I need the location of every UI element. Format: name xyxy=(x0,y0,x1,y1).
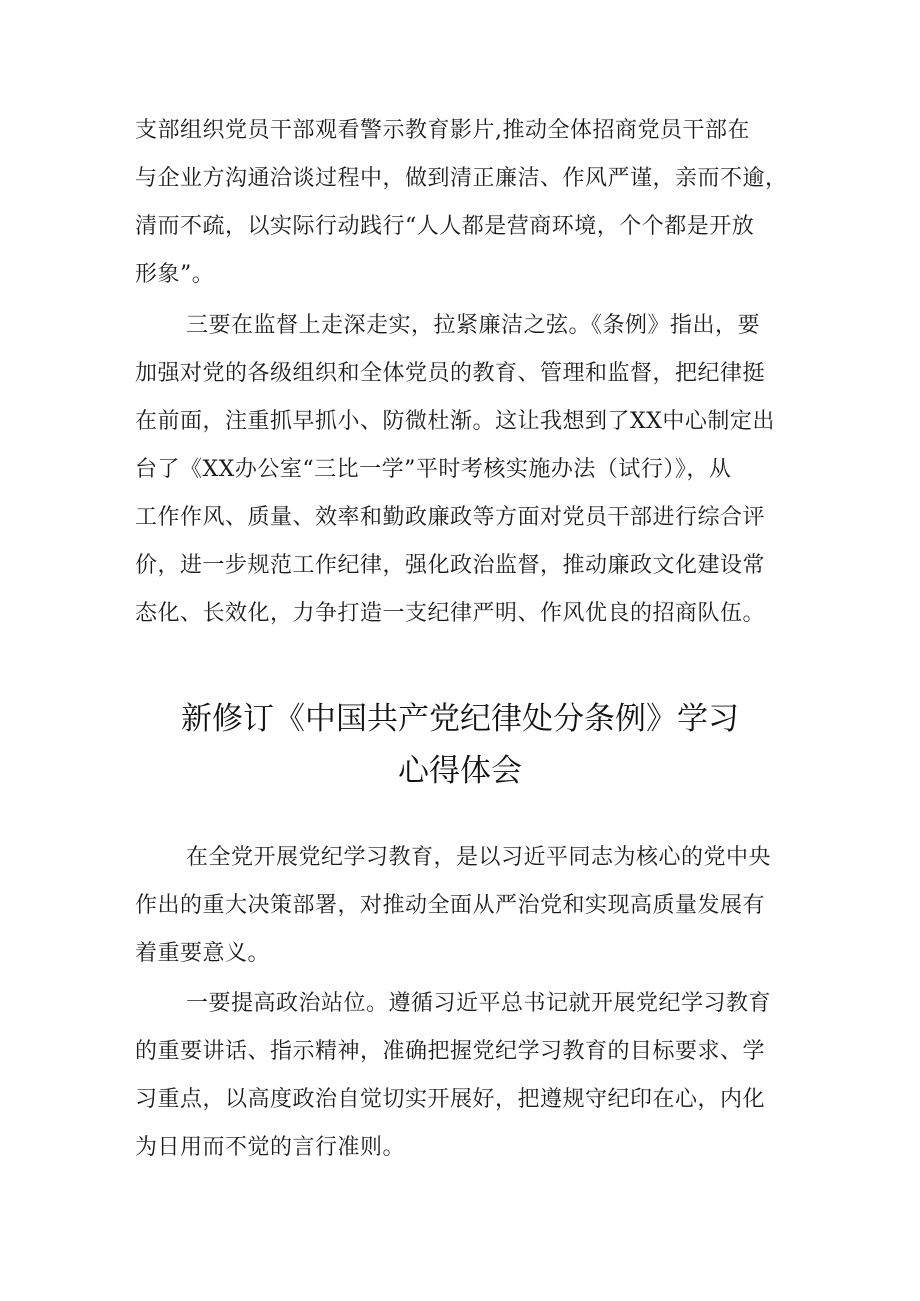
paragraph-line: 在前面，注重抓早抓小、防微杜渐。这让我想到了XX中心制定出 xyxy=(135,409,775,434)
paragraph-line: 着重要意义。 xyxy=(135,941,271,966)
paragraph-line: 为日用而不觉的言行准则。 xyxy=(135,1135,406,1160)
paragraph-line: 支部组织党员干部观看警示教育影片,推动全体招商党员干部在 xyxy=(135,118,750,143)
article-title-line2: 心得体会 xyxy=(398,753,522,789)
paragraph-line: 加强对党的各级组织和全体党员的教育、管理和监督，把纪律挺 xyxy=(135,361,766,386)
paragraph-line: 作出的重大决策部署，对推动全面从严治党和实现高质量发展有 xyxy=(135,893,766,918)
paragraph-line: 与企业方沟通洽谈过程中，做到清正廉洁、作风严谨，亲而不逾， xyxy=(135,166,788,191)
paragraph-line: 态化、长效化，力争打造一支纪律严明、作风优良的招商队伍。 xyxy=(135,601,766,626)
paragraph-line: 习重点，以高度政治自觉切实开展好，把遵规守纪印在心，内化 xyxy=(135,1087,766,1112)
paragraph-line: 价，进一步规范工作纪律，强化政治监督，推动廉政文化建设常 xyxy=(135,553,766,578)
paragraph-line: 一要提高政治站位。遵循习近平总书记就开展党纪学习教育 xyxy=(186,991,772,1016)
article-title: 新修订《中国共产党纪律处分条例》学习 xyxy=(181,701,739,737)
paragraph-line: 台了《XX办公室“三比一学”平时考核实施办法（试行）》，从 xyxy=(135,457,732,482)
paragraph-line: 形象”。 xyxy=(135,262,215,287)
paragraph-line: 清而不疏，以实际行动践行“人人都是营商环境，个个都是开放 xyxy=(135,214,755,239)
paragraph-line: 三要在监督上走深走实，拉紧廉洁之弦。《条例》指出，要 xyxy=(186,313,761,338)
paragraph-line: 在全党开展党纪学习教育，是以习近平同志为核心的党中央 xyxy=(186,845,772,870)
paragraph-line: 工作作风、质量、效率和勤政廉政等方面对党员干部进行综合评 xyxy=(135,505,766,530)
paragraph-line: 的重要讲话、指示精神，准确把握党纪学习教育的目标要求、学 xyxy=(135,1039,766,1064)
